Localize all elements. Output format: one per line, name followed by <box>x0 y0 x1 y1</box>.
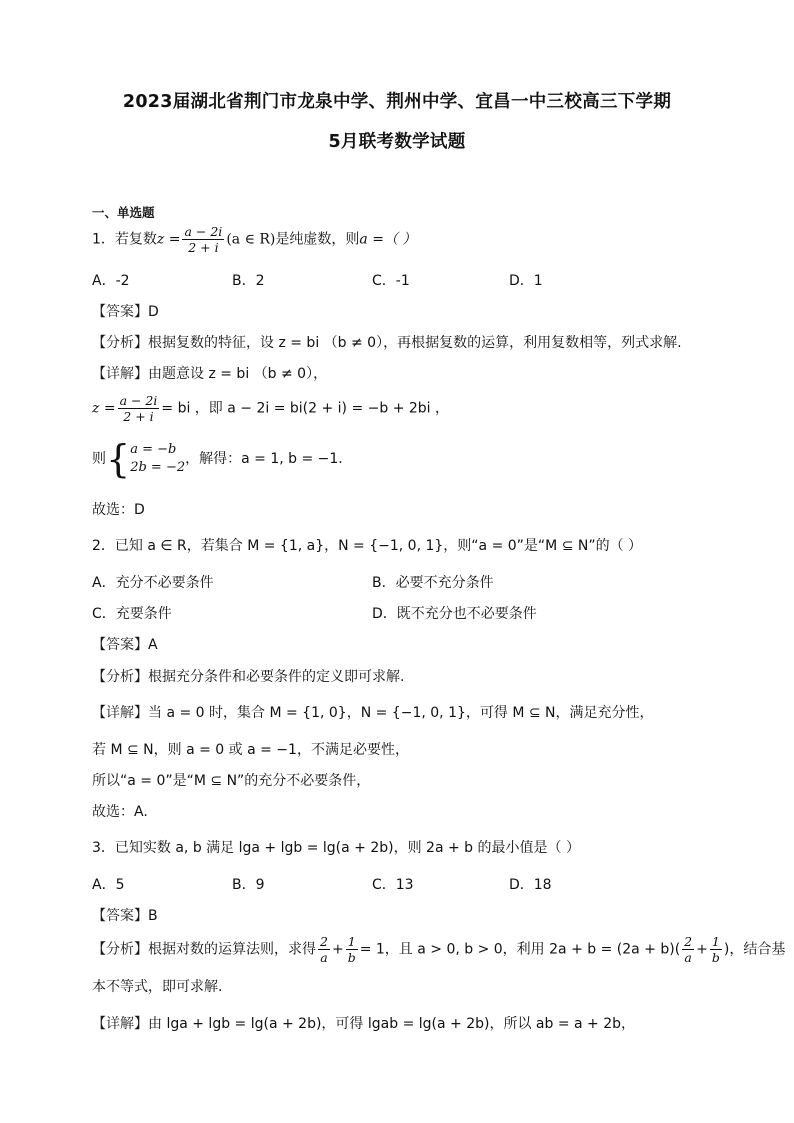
q3-option-d: D．18 <box>509 877 552 893</box>
q1-system-eq-2: 2b = −2 <box>130 460 186 475</box>
q1-fraction <box>182 224 224 255</box>
q1-detail-line-2 <box>92 393 449 424</box>
q3-analysis-c: )，结合基 <box>723 941 786 958</box>
q3-analysis-line-1 <box>92 934 785 965</box>
q1-answer-tag: 【答案】 <box>92 304 148 320</box>
q1-domain: (a ∈ R) <box>226 231 276 248</box>
q1-analysis-text: 根据复数的特征，设 z = bi （b ≠ 0），再根据复数的运算，利用复数相等，列式求解. <box>148 335 682 351</box>
q3-answer-value: B <box>148 908 158 924</box>
q2-option-b: B．必要不充分条件 <box>372 575 494 591</box>
q3-detail-line-1 <box>92 1013 635 1033</box>
q2-answer <box>92 634 158 654</box>
q1-option-d: D．1 <box>509 273 543 289</box>
q1-detail-frac-den: 2 + i <box>123 409 154 424</box>
q1-system-eq-1: a = −b <box>130 442 177 457</box>
q1-analysis <box>92 332 682 352</box>
q3-option-a: A．5 <box>92 877 125 893</box>
q2-answer-tag: 【答案】 <box>92 637 148 653</box>
q2-detail-tag: 【详解】 <box>92 705 148 721</box>
q3-option-b: B．9 <box>232 877 265 893</box>
q1-stem <box>92 224 416 255</box>
q3-answer-tag: 【答案】 <box>92 908 148 924</box>
q1-option-a: A．-2 <box>92 273 130 289</box>
q2-conclusion: 故选：A. <box>92 804 148 820</box>
q3-frac3-den: a <box>684 950 692 965</box>
q3-frac4-den: b <box>711 950 720 965</box>
q3-fraction-2-over-a <box>318 934 330 965</box>
q1-detail-line-3 <box>92 437 343 481</box>
q1-detail-2-prefix: z = <box>92 400 116 417</box>
q1-option-b: B．2 <box>232 273 265 289</box>
q1-conclusion: 故选：D <box>92 502 145 518</box>
q3-analysis-tag: 【分析】 <box>92 941 148 958</box>
q3-frac2-den: b <box>347 950 356 965</box>
q3-stem: 3．已知实数 a, b 满足 lga + lgb = lg(a + 2b)，则 2a + b 的最小值是（ ） <box>92 840 580 856</box>
q3-frac4-num: 1 <box>710 934 722 950</box>
q1-detail-line-1 <box>92 363 327 383</box>
q1-detail-frac-num: a − 2i <box>119 393 158 408</box>
q2-analysis <box>92 666 404 686</box>
q3-fraction-1-over-b-b <box>710 934 722 965</box>
q3-fraction-2-over-a-b <box>682 934 694 965</box>
q3-analysis-a: 根据对数的运算法则，求得 <box>148 941 316 958</box>
q1-z-eq: z = <box>156 231 181 248</box>
q1-then: 则 <box>92 451 106 467</box>
q1-answer-value: D <box>148 304 159 320</box>
q2-stem: 2．已知 a ∈ R，若集合 M = {1, a}，N = {−1, 0, 1}，则“a = 0”是“M ⊆ N”的（ ） <box>92 538 643 554</box>
q1-analysis-tag: 【分析】 <box>92 335 148 351</box>
q1-detail-1: 由题意设 z = bi （b ≠ 0）， <box>148 366 328 382</box>
q2-detail-line-3: 所以“a = 0”是“M ⊆ N”的充分不必要条件， <box>92 773 371 789</box>
q3-answer <box>92 905 158 925</box>
q2-option-d: D．既不充分也不必要条件 <box>372 606 537 622</box>
q3-frac3-num: 2 <box>684 934 693 949</box>
paper-title-line-2: 5月联考数学试题 <box>328 132 466 152</box>
q1-stem-prefix: 1．若复数 <box>92 231 157 248</box>
q1-system-brace: { <box>106 437 131 481</box>
q1-equation-system <box>130 441 185 477</box>
q1-option-c: C．-1 <box>372 273 410 289</box>
q1-frac-den: 2 + i <box>188 240 219 255</box>
q1-frac-num: a − 2i <box>184 224 223 239</box>
paper-title-line-1: 2023届湖北省荆门市龙泉中学、荆州中学、宜昌一中三校高三下学期 <box>122 92 672 112</box>
q2-detail-line-2: 若 M ⊆ N，则 a = 0 或 a = −1，不满足必要性， <box>92 742 409 758</box>
q3-frac1-den: a <box>320 950 328 965</box>
q1-answer <box>92 301 159 321</box>
q3-frac1-num: 2 <box>320 934 328 949</box>
q3-frac2-num: 1 <box>346 934 358 950</box>
q1-detail-3-suffix: ，解得：a = 1, b = −1. <box>185 451 343 467</box>
q3-plus-2: + <box>696 941 708 958</box>
q3-fraction-1-over-b <box>346 934 358 965</box>
q2-option-a: A．充分不必要条件 <box>92 575 214 591</box>
q2-detail-1: 当 a = 0 时，集合 M = {1, 0}，N = {−1, 0, 1}，可得 M ⊆ N，满足充分性， <box>148 705 654 721</box>
q1-ask: a =（ ） <box>359 231 417 248</box>
section-heading: 一、单选题 <box>92 205 155 220</box>
q3-analysis-b: = 1，且 a > 0, b > 0，利用 2a + b = (2a + b)( <box>359 941 681 958</box>
q2-analysis-text: 根据充分条件和必要条件的定义即可求解. <box>148 669 405 685</box>
q3-analysis-line-2: 本不等式，即可求解. <box>92 979 223 995</box>
q3-detail-tag: 【详解】 <box>92 1016 148 1032</box>
q1-stem-suffix: 是纯虚数，则 <box>275 231 360 248</box>
q2-option-c: C．充要条件 <box>92 606 172 622</box>
q3-plus: + <box>331 941 344 958</box>
q3-option-c: C．13 <box>372 877 414 893</box>
q2-analysis-tag: 【分析】 <box>92 669 148 685</box>
q3-detail-1: 由 lga + lgb = lg(a + 2b)，可得 lgab = lg(a + 2b)，所以 ab = a + 2b， <box>148 1016 636 1032</box>
q1-detail-fraction <box>118 393 160 424</box>
q2-detail-line-1 <box>92 702 654 722</box>
q1-detail-2-suffix: = bi ，即 a − 2i = bi(2 + i) = −b + 2bi ， <box>161 400 450 417</box>
q1-detail-tag: 【详解】 <box>92 366 148 382</box>
q2-answer-value: A <box>148 637 158 653</box>
